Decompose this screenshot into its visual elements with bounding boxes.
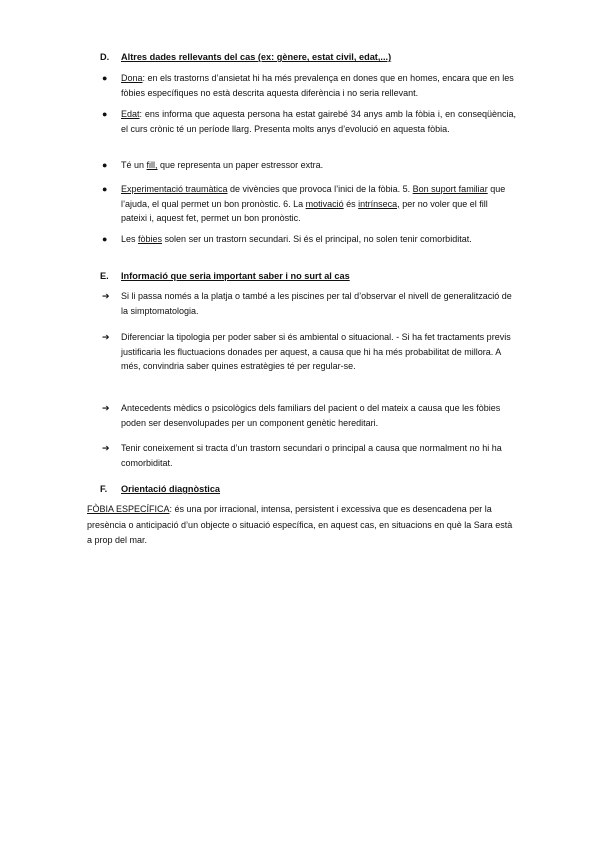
term-intrinsic: intrínseca, — [358, 198, 400, 209]
list-item-e-4 — [102, 441, 516, 470]
section-f-title: Orientació diagnòstica — [121, 484, 221, 494]
term-motivation: motivació — [305, 198, 344, 209]
bullet-icon: ● — [102, 109, 108, 119]
text-trauma-3: és — [343, 198, 359, 209]
arrow-right-icon: ➔ — [102, 332, 110, 342]
list-item-trauma — [102, 182, 516, 226]
term-age: Edat — [121, 109, 140, 119]
term-specific-phobia: FÒBIA ESPECÍFICA — [87, 504, 170, 514]
arrow-right-icon: ➔ — [102, 403, 110, 413]
text-trauma-4: per no voler que el fill pateixi i, aquest fet, permet un bon pronòstic. — [121, 198, 488, 224]
text-e-1: Si li passa només a la platja o també a les piscines per tal d’observar el nivell de generalització de la simptomatologia. — [121, 291, 512, 316]
text-child-pre: Té un — [121, 160, 147, 170]
section-f-letter: F. — [100, 484, 108, 494]
list-item-child — [102, 158, 516, 173]
text-trauma-2: que l’ajuda, el qual permet un bon pronòstic. 6. La — [121, 184, 506, 209]
list-item-e-3 — [102, 401, 516, 430]
section-f-heading — [100, 484, 220, 494]
section-e-title: Informació que seria important saber i no surt al cas — [121, 271, 350, 281]
list-item-age — [102, 107, 516, 136]
arrow-right-icon: ➔ — [102, 443, 110, 453]
text-gender: : en els trastorns d’ansietat hi ha més prevalença en dones que en homes, encara que en les fòbies específiques no està descrita aquesta diferència i no seria rellevant. — [121, 73, 514, 98]
bullet-icon: ● — [102, 234, 108, 244]
arrow-right-icon: ➔ — [102, 291, 110, 301]
text-e-3: Antecedents mèdics o psicològics dels familiars del pacient o del mateix a causa que les fòbies poden ser desenvolupades per un component genètic hereditari. — [121, 403, 501, 428]
list-item-phobias — [102, 232, 516, 247]
section-e-letter: E. — [100, 271, 109, 281]
text-trauma-1: de vivències que provoca l’inici de la fòbia. 5. — [227, 184, 413, 194]
text-phobias-pre: Les — [121, 234, 139, 244]
bullet-icon: ● — [102, 73, 108, 83]
section-d-letter: D. — [100, 52, 110, 62]
text-e-2: Diferenciar la tipologia per poder saber si és ambiental o situacional. - Si ha fet tractaments previs justificaria les fluctuacions donades per aquest, a causa que hi ha més probabilitat de millora. A més, convindria saber quines estratègies té per regular-se. — [121, 332, 511, 372]
section-e-heading — [100, 271, 350, 281]
diagnostic-paragraph — [87, 502, 517, 549]
text-diagnostic: : és una por irracional, intensa, persistent i excessiva que es desencadena per la presència o anticipació d’un objecte o situació específica, en aquest cas, en situacions en què la Sara està a prop del mar. — [87, 504, 513, 545]
bullet-icon: ● — [102, 160, 108, 170]
section-d-title: Altres dades rellevants del cas (ex: gènere, estat civil, edat,...) — [121, 52, 392, 62]
bullet-icon: ● — [102, 184, 108, 194]
term-phobias: fòbies — [138, 234, 163, 244]
list-item-gender — [102, 71, 516, 100]
list-item-e-1 — [102, 289, 516, 318]
list-item-e-2 — [102, 330, 516, 374]
section-d-heading — [100, 52, 391, 62]
text-child-post: que representa un paper estressor extra. — [157, 160, 324, 170]
text-age: : ens informa que aquesta persona ha estat gairebé 34 anys amb la fòbia i, en conseqüència, el curs crònic té un període llarg. Presenta molts anys d’evolució en aquesta fòbia. — [121, 109, 516, 134]
term-child: fill, — [146, 160, 158, 170]
term-family-support: Bon suport familiar — [412, 184, 488, 194]
text-phobias-post: solen ser un trastorn secundari. Si és el principal, no solen tenir comorbiditat. — [162, 234, 472, 244]
text-e-4: Tenir coneixement si tracta d’un trastorn secundari o principal a causa que normalment no hi ha comorbiditat. — [121, 443, 502, 468]
term-trauma: Experimentació traumàtica — [121, 184, 228, 194]
term-gender: Dona — [121, 73, 143, 83]
